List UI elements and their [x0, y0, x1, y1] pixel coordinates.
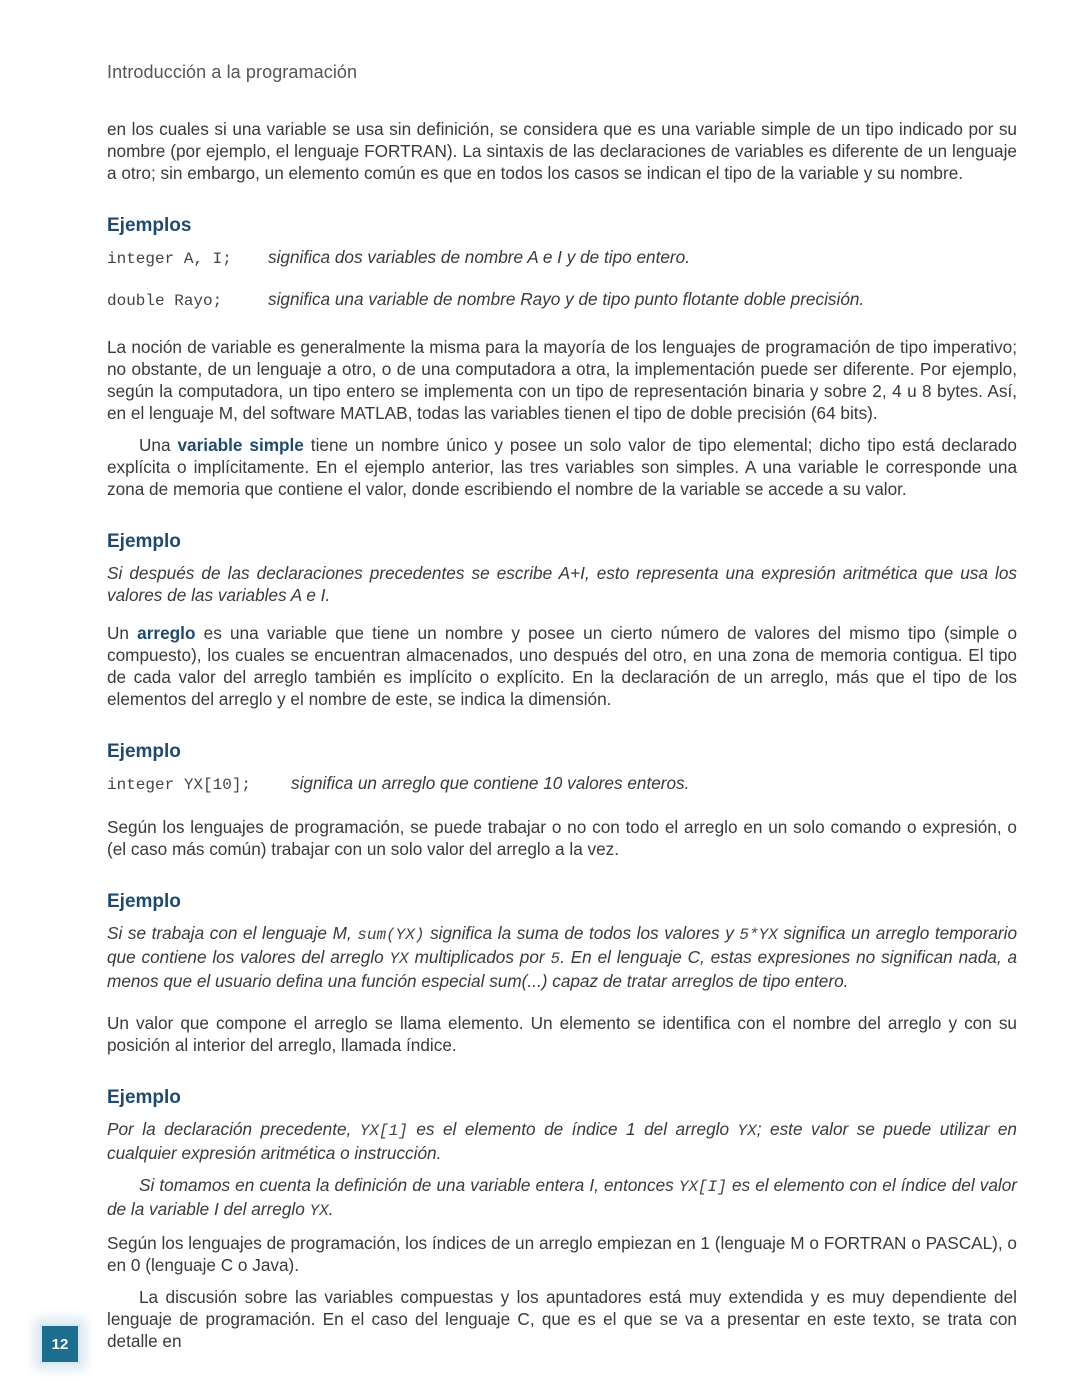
text-run: Una	[139, 435, 178, 455]
code-snippet: integer A, I;	[107, 250, 232, 268]
text-run: Un	[107, 623, 138, 643]
text-run: Si tomamos en cuenta la definición de una variable entera I, entonces	[139, 1175, 679, 1195]
inline-code: sum(YX)	[357, 926, 425, 944]
example-heading: Ejemplo	[107, 531, 181, 552]
paragraph: La noción de variable es generalmente la misma para la mayoría de los lenguajes de programación de tipo imperativo; no obstante, de un lenguaje a otro, o de una computadora a otra, la implementación puede ser diferente. Por ejemplo, según la computadora, un tipo entero se implementa con un tipo de representación binaria y sobre 2, 4 u 8 bytes. Así, en el lenguaje M, del software MATLAB, todas las variables tienen el tipo de doble precisión (64 bits).	[107, 337, 1017, 423]
text-run: es el elemento de índice 1 del arreglo	[407, 1119, 738, 1139]
key-term: arreglo	[137, 623, 196, 643]
example-text	[107, 1174, 1017, 1222]
paragraph: La discusión sobre las variables compuestas y los apuntadores está muy extendida y es muy dependiente del lenguaje de programación. En el caso del lenguaje C, que es el que se va a presentar en este texto, se trata con detalle en	[107, 1287, 1017, 1351]
example-text	[107, 1118, 1017, 1164]
paragraph: Según los lenguajes de programación, se puede trabajar o no con todo el arreglo en un solo comando o expresión, o (el caso más común) trabajar con un solo valor del arreglo a la vez.	[107, 817, 1017, 859]
inline-code: YX[I]	[678, 1178, 727, 1196]
example-description: significa una variable de nombre Rayo y de tipo punto flotante doble precisión.	[268, 289, 865, 309]
example-text	[107, 922, 1017, 992]
text-run: es el elemento con el índice del valor de la variable I del arreglo	[107, 1175, 1017, 1219]
page-number: 12	[40, 1324, 80, 1364]
key-term: variable simple	[177, 435, 304, 455]
text-run: tiene un nombre único y posee un solo valor de tipo elemental; dicho tipo está declarado explícita o implícitamente. En el ejemplo anterior, las tres variables son simples. A una variable le corresponde una zona de memoria que contiene el valor, donde escribiendo el nombre de la variable se accede a su valor.	[107, 435, 1017, 499]
code-snippet: integer YX[10];	[107, 776, 252, 794]
example-heading: Ejemplos	[107, 215, 192, 236]
page-body	[107, 118, 1017, 1352]
running-header: Introducción a la programación	[107, 62, 358, 82]
example-row	[107, 246, 1017, 270]
text-run: significa un arreglo temporario que contiene los valores del arreglo	[107, 923, 1018, 967]
inline-code: YX[1]	[359, 1122, 408, 1140]
example-heading: Ejemplo	[107, 741, 181, 762]
page-number-badge	[24, 1304, 94, 1378]
inline-code: YX	[309, 1202, 329, 1220]
paragraph	[107, 622, 1017, 710]
example-description: significa un arreglo que contiene 10 valores enteros.	[291, 773, 690, 793]
text-run: es una variable que tiene un nombre y posee un cierto número de valores del mismo tipo (simple o compuesto), los cuales se encuentran almacenados, uno después del otro, en una zona de memoria contigua. El tipo de cada valor del arreglo también es implícito o explícito. En la declaración de un arreglo, más que el tipo de los elementos del arreglo y el nombre de este, se indica la dimensión.	[107, 623, 1017, 709]
inline-code: YX	[389, 950, 409, 968]
example-row	[107, 772, 1017, 796]
text-run: Por la declaración precedente,	[107, 1119, 360, 1139]
text-run: significa la suma de todos los valores y	[424, 923, 740, 943]
paragraph	[107, 434, 1017, 500]
text-run: ; este valor se puede utilizar en cualquier expresión aritmética o instrucción.	[107, 1119, 1017, 1163]
text-run: . En el lenguaje C, estas expresiones no significan nada, a menos que el usuario defina una función especial sum(...) capaz de tratar arreglos de tipo entero.	[107, 947, 1017, 991]
inline-code: 5	[550, 950, 561, 968]
inline-code: 5*YX	[739, 926, 778, 944]
text-run: Si se trabaja con el lenguaje M,	[107, 923, 358, 943]
example-row	[107, 288, 1017, 312]
text-run: multiplicados por	[408, 947, 551, 967]
example-heading: Ejemplo	[107, 891, 181, 912]
paragraph: en los cuales si una variable se usa sin definición, se considera que es una variable simple de un tipo indicado por su nombre (por ejemplo, el lenguaje FORTRAN). La sintaxis de las declaraciones de variables es diferente de un lenguaje a otro; sin embargo, un elemento común es que en todos los casos se indican el tipo de la variable y su nombre.	[107, 119, 1017, 183]
code-snippet: double Rayo;	[107, 292, 223, 310]
text-run: .	[328, 1199, 334, 1219]
example-description: significa dos variables de nombre A e I y de tipo entero.	[268, 247, 690, 267]
example-text: Si después de las declaraciones precedentes se escribe A+I, esto representa una expresión aritmética que usa los valores de las variables A e I.	[107, 563, 1017, 605]
inline-code: YX	[737, 1122, 757, 1140]
paragraph: Un valor que compone el arreglo se llama elemento. Un elemento se identifica con el nombre del arreglo y con su posición al interior del arreglo, llamada índice.	[107, 1013, 1017, 1055]
paragraph: Según los lenguajes de programación, los índices de un arreglo empiezan en 1 (lenguaje M o FORTRAN o PASCAL), o en 0 (lenguaje C o Java).	[107, 1233, 1017, 1275]
example-heading: Ejemplo	[107, 1087, 181, 1108]
